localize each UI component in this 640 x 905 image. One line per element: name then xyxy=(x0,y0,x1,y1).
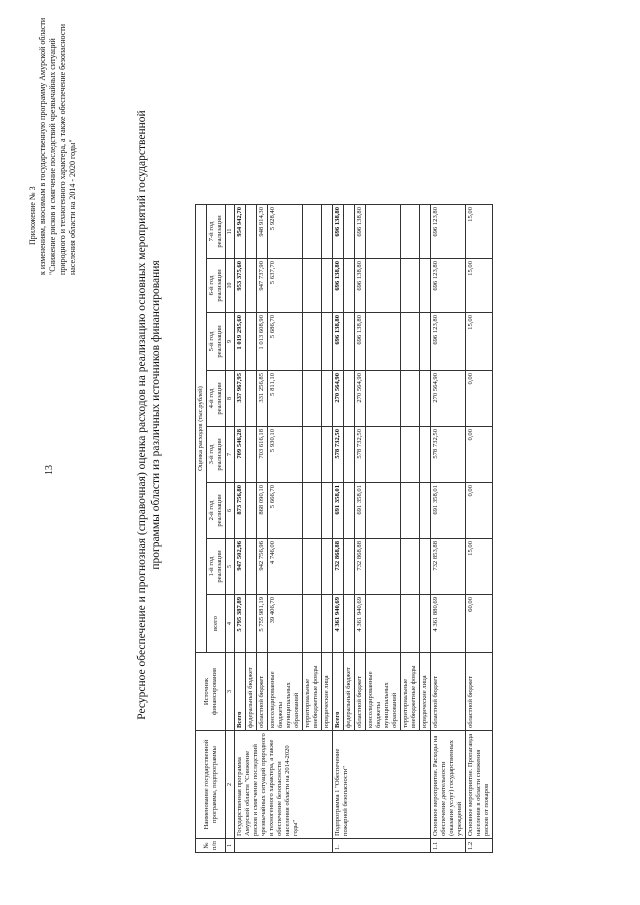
value-year-1: 4 746,00 xyxy=(268,539,303,595)
value-year-2: 691 358,01 xyxy=(431,483,466,539)
value-year-4 xyxy=(344,371,355,427)
value-total xyxy=(344,595,355,653)
value-year-1 xyxy=(322,539,333,595)
value-year-6: 953 375,60 xyxy=(235,259,246,313)
value-year-5: 1 013 608,90 xyxy=(257,313,268,371)
table-row xyxy=(431,205,466,853)
value-year-2: 5 666,70 xyxy=(268,483,303,539)
value-year-2 xyxy=(322,483,333,539)
value-total: 5 795 387,89 xyxy=(235,595,246,653)
value-year-1 xyxy=(366,539,401,595)
column-index: 3 xyxy=(226,653,235,731)
value-year-4: 0,00 xyxy=(466,371,493,427)
value-year-3: 0,00 xyxy=(466,427,493,483)
value-year-3 xyxy=(322,427,333,483)
value-year-5 xyxy=(420,313,431,371)
value-year-3: 703 616,18 xyxy=(257,427,268,483)
column-index: 8 xyxy=(226,371,235,427)
value-year-2 xyxy=(366,483,401,539)
value-total: 39 406,70 xyxy=(268,595,303,653)
column-index-row xyxy=(226,205,235,853)
value-total xyxy=(401,595,420,653)
value-total: 60,00 xyxy=(466,595,493,653)
value-year-2: 873 756,80 xyxy=(235,483,246,539)
annex-heading: Приложение № 3 xyxy=(28,186,37,245)
value-year-4 xyxy=(401,371,420,427)
value-year-2 xyxy=(401,483,420,539)
funding-source: консолидированные бюджеты муниципальных образований xyxy=(268,653,303,731)
table-row xyxy=(466,205,493,853)
value-year-3: 709 546,28 xyxy=(235,427,246,483)
header-year-1: 1-й год реализации xyxy=(207,539,226,595)
value-year-7 xyxy=(344,205,355,259)
annex-text: к изменениям, вносимым в государственную программу Амурской области "Снижение рисков и смягчение последствий чрезвычайных ситуаций природного и техногенного характера, а также обеспечение безопасности населения области на 2014 - 2020 годы" xyxy=(38,17,77,275)
value-year-7: 696 123,80 xyxy=(431,205,466,259)
value-year-3 xyxy=(303,427,322,483)
value-year-6: 696 138,80 xyxy=(333,259,344,313)
value-year-6 xyxy=(420,259,431,313)
value-year-1 xyxy=(420,539,431,595)
funding-source: федеральный бюджет xyxy=(246,653,257,731)
value-total xyxy=(246,595,257,653)
funding-source: Всего xyxy=(235,653,246,731)
funding-source: областной бюджет xyxy=(466,653,493,731)
value-year-6: 696 123,80 xyxy=(431,259,466,313)
value-year-4 xyxy=(420,371,431,427)
header-total: всего xyxy=(207,595,226,653)
value-year-4 xyxy=(303,371,322,427)
page-number: 13 xyxy=(44,465,55,475)
value-year-4: 270 564,90 xyxy=(431,371,466,427)
value-year-4: 5 811,10 xyxy=(268,371,303,427)
row-number xyxy=(235,839,333,853)
value-year-7 xyxy=(401,205,420,259)
value-year-3 xyxy=(366,427,401,483)
value-year-4 xyxy=(366,371,401,427)
header-year-3: 3-й год реализации xyxy=(207,427,226,483)
value-year-6 xyxy=(322,259,333,313)
value-year-5 xyxy=(303,313,322,371)
funding-source: юридические лица xyxy=(420,653,431,731)
column-index: 11 xyxy=(226,205,235,259)
value-year-7 xyxy=(303,205,322,259)
value-year-2 xyxy=(344,483,355,539)
value-year-3 xyxy=(420,427,431,483)
value-year-3: 578 732,50 xyxy=(333,427,344,483)
value-year-7: 954 942,70 xyxy=(235,205,246,259)
value-year-5 xyxy=(401,313,420,371)
value-year-2 xyxy=(246,483,257,539)
value-total xyxy=(322,595,333,653)
value-year-3 xyxy=(344,427,355,483)
value-year-3: 5 930,10 xyxy=(268,427,303,483)
value-year-5 xyxy=(366,313,401,371)
funding-source: федеральный бюджет xyxy=(344,653,355,731)
value-total: 4 361 940,69 xyxy=(333,595,344,653)
program-name: Подпрограмма 1 "Обеспечение пожарной безопасности" xyxy=(333,731,431,839)
value-year-2: 691 358,01 xyxy=(333,483,344,539)
header-year-6: 6-й год реализации xyxy=(207,259,226,313)
column-index: 2 xyxy=(226,731,235,839)
value-year-5: 696 138,80 xyxy=(333,313,344,371)
value-year-7: 15,00 xyxy=(466,205,493,259)
value-year-5: 1 019 295,60 xyxy=(235,313,246,371)
value-total: 5 755 981,19 xyxy=(257,595,268,653)
value-year-7: 948 914,30 xyxy=(257,205,268,259)
funding-source: областной бюджет xyxy=(257,653,268,731)
value-year-2 xyxy=(303,483,322,539)
value-year-1 xyxy=(344,539,355,595)
value-year-4: 270 564,90 xyxy=(333,371,344,427)
header-name: Наименование государственной программы, подпрограммы xyxy=(196,731,226,839)
value-total: 4 361 880,69 xyxy=(431,595,466,653)
value-year-7 xyxy=(366,205,401,259)
value-year-7 xyxy=(322,205,333,259)
value-year-2: 0,00 xyxy=(466,483,493,539)
header-year-7: 7-й год реализации xyxy=(207,205,226,259)
value-year-1: 732 853,88 xyxy=(431,539,466,595)
funding-source: Всего xyxy=(333,653,344,731)
funding-source: областной бюджет xyxy=(431,653,466,731)
value-year-6: 696 138,80 xyxy=(355,259,366,313)
value-year-5 xyxy=(246,313,257,371)
header-estimate: Оценка расходов (тыс.рублей) xyxy=(196,205,207,653)
value-year-1 xyxy=(303,539,322,595)
funding-source: юридические лица xyxy=(322,653,333,731)
header-year-2: 2-й год реализации xyxy=(207,483,226,539)
value-year-5: 15,00 xyxy=(466,313,493,371)
header-num: № п/п xyxy=(196,839,226,853)
value-year-1: 732 868,88 xyxy=(333,539,344,595)
column-index: 5 xyxy=(226,539,235,595)
column-index: 7 xyxy=(226,427,235,483)
value-year-4: 270 564,90 xyxy=(355,371,366,427)
row-number: 1.2 xyxy=(466,839,493,853)
column-index: 1 xyxy=(226,839,235,853)
resource-table xyxy=(195,204,493,853)
value-year-2: 868 090,10 xyxy=(257,483,268,539)
program-name: Основное мероприятие. Пропаганда населения в области снижения рисков от пожаров xyxy=(466,731,493,839)
annex-block xyxy=(28,5,78,275)
value-year-1: 942 756,96 xyxy=(257,539,268,595)
value-year-6: 947 737,90 xyxy=(257,259,268,313)
header-year-4: 4-й год реализации xyxy=(207,371,226,427)
value-total: 4 361 940,69 xyxy=(355,595,366,653)
funding-source: территориальные внебюджетные фонды xyxy=(303,653,322,731)
column-index: 10 xyxy=(226,259,235,313)
value-year-1 xyxy=(401,539,420,595)
value-year-3 xyxy=(246,427,257,483)
row-number: 1. xyxy=(333,839,431,853)
value-year-7: 696 138,80 xyxy=(355,205,366,259)
value-year-6: 5 637,70 xyxy=(268,259,303,313)
value-year-5: 696 123,80 xyxy=(431,313,466,371)
value-year-1: 947 502,96 xyxy=(235,539,246,595)
value-year-4: 337 967,95 xyxy=(235,371,246,427)
value-year-5 xyxy=(344,313,355,371)
value-year-6 xyxy=(401,259,420,313)
table-row xyxy=(235,205,246,853)
value-year-3 xyxy=(401,427,420,483)
value-year-4: 331 256,85 xyxy=(257,371,268,427)
value-year-7 xyxy=(246,205,257,259)
value-year-7 xyxy=(420,205,431,259)
value-year-5: 696 138,80 xyxy=(355,313,366,371)
value-year-1: 732 868,88 xyxy=(355,539,366,595)
value-year-3: 578 732,50 xyxy=(431,427,466,483)
value-year-7: 5 928,40 xyxy=(268,205,303,259)
row-number: 1.1 xyxy=(431,839,466,853)
column-index: 6 xyxy=(226,483,235,539)
header-source: Источник финансирования xyxy=(196,653,226,731)
value-year-1 xyxy=(246,539,257,595)
value-year-6 xyxy=(303,259,322,313)
value-year-6: 15,00 xyxy=(466,259,493,313)
value-total xyxy=(420,595,431,653)
value-year-4 xyxy=(322,371,333,427)
funding-source: областной бюджет xyxy=(355,653,366,731)
value-total xyxy=(303,595,322,653)
value-year-6 xyxy=(366,259,401,313)
value-year-4 xyxy=(246,371,257,427)
header-year-5: 5-й год реализации xyxy=(207,313,226,371)
value-year-6 xyxy=(344,259,355,313)
value-year-7: 696 138,80 xyxy=(333,205,344,259)
value-total xyxy=(366,595,401,653)
value-year-2 xyxy=(420,483,431,539)
value-year-6 xyxy=(246,259,257,313)
column-index: 9 xyxy=(226,313,235,371)
program-name: Государственная программа Амурской области "Снижение рисков и смягчение последствий чрезвычайных ситуаций природного и техногенного характера, а также обеспечение безопасности населения области на 2014-2020 годы" xyxy=(235,731,333,839)
value-year-1: 15,00 xyxy=(466,539,493,595)
value-year-2: 691 358,01 xyxy=(355,483,366,539)
table-row xyxy=(333,205,344,853)
value-year-5 xyxy=(322,313,333,371)
value-year-3: 578 732,50 xyxy=(355,427,366,483)
funding-source: консолидированные бюджеты муниципальных образований xyxy=(366,653,401,731)
value-year-5: 5 686,70 xyxy=(268,313,303,371)
program-name: Основное мероприятие. Расходы на обеспечение деятельности (оказание услуг) государственных учреждений xyxy=(431,731,466,839)
column-index: 4 xyxy=(226,595,235,653)
funding-source: территориальные внебюджетные фонды xyxy=(401,653,420,731)
document-title: Ресурсное обеспечение и прогнозная (справочная) оценка расходов на реализацию основных мероприятий государственной программы области из различных источников финансирования xyxy=(136,110,162,720)
